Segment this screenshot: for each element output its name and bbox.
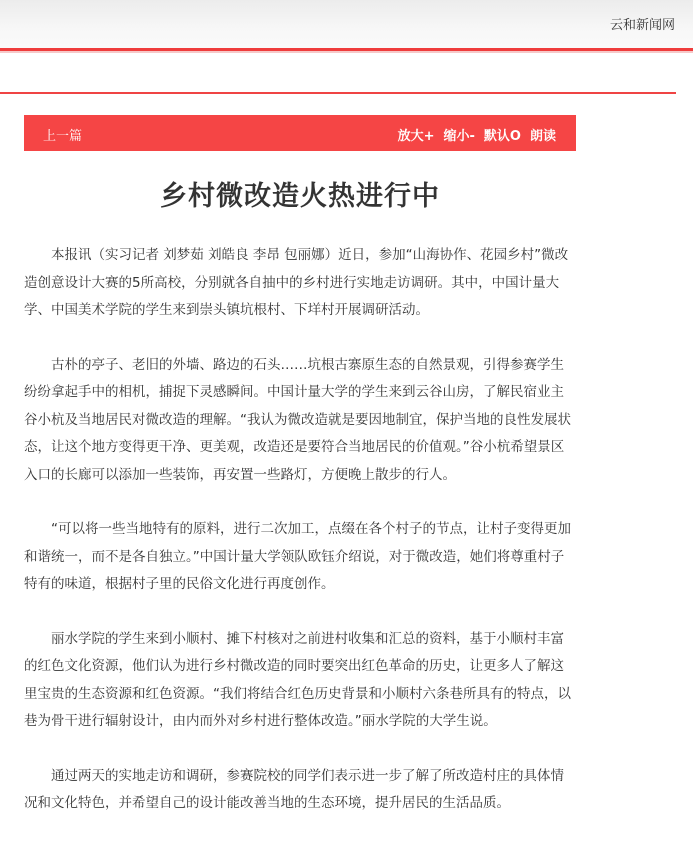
header-divider-shadow xyxy=(0,51,693,53)
zoom-in-button[interactable]: 放大+ xyxy=(397,129,435,144)
default-size-button[interactable]: 默认O xyxy=(483,129,521,144)
top-header-bar xyxy=(0,0,693,48)
article-paragraph: 通过两天的实地走访和调研，参赛院校的同学们表示进一步了解了所改造村庄的具体情况和文化特色，并希望自己的设计能改善当地的生态环境，提升居民的生活品质。 xyxy=(24,767,564,811)
content-divider xyxy=(0,92,676,94)
article-paragraph: 丽水学院的学生来到小顺村、摊下村核对之前进村收集和汇总的资料，基于小顺村丰富的红色文化资源，他们认为进行乡村微改造的同时要突出红色革命的历史，让更多人了解这里宝贵的生态资源和红色资源。“我们将结合红色历史背景和小顺村六条巷所具有的特点，以巷为骨干进行辐射设计，由内而外对乡村进行整体改造。”丽水学院的大学生说。 xyxy=(24,630,571,729)
zoom-out-button[interactable]: 缩小- xyxy=(443,129,475,144)
article-paragraph: 本报讯（实习记者 刘梦茹 刘皓良 李昂 包丽娜）近日，参加“山海协作、花园乡村”微改造创意设计大赛的5所高校，分别就各自抽中的乡村进行实地走访调研。其中，中国计量大学、中国美术学院的学生来到崇头镇坑根村、下垟村开展调研活动。 xyxy=(24,247,569,318)
article-title: 乡村微改造火热进行中 xyxy=(160,181,440,212)
article-paragraph: “可以将一些当地特有的原料，进行二次加工，点缀在各个村子的节点，让村子变得更加和谐统一，而不是各自独立。”中国计量大学领队欧钰介绍说，对于微改造，她们将尊重村子特有的味道，根据村子里的民俗文化进行再度创作。 xyxy=(24,521,571,592)
site-name-link[interactable]: 云和新闻网 xyxy=(609,18,675,33)
article-body xyxy=(24,242,576,845)
article-toolbar xyxy=(24,115,576,151)
read-aloud-button[interactable]: 朗读 xyxy=(529,129,556,144)
previous-article-link[interactable]: 上一篇 xyxy=(43,129,83,144)
article-paragraph: 古朴的亭子、老旧的外墙、路边的石头……坑根古寨原生态的自然景观，引得参赛学生纷纷拿起手中的相机，捕捉下灵感瞬间。中国计量大学的学生来到云谷山房，了解民宿业主谷小杭及当地居民对微改造的理解。“我认为微改造就是要因地制宜，保护当地的良性发展状态，让这个地方变得更干净、更美观，改造还是要符合当地居民的价值观。”谷小杭希望景区入口的长廊可以添加一些装饰，再安置一些路灯，方便晚上散步的行人。 xyxy=(24,356,571,483)
reading-tools xyxy=(398,125,556,144)
